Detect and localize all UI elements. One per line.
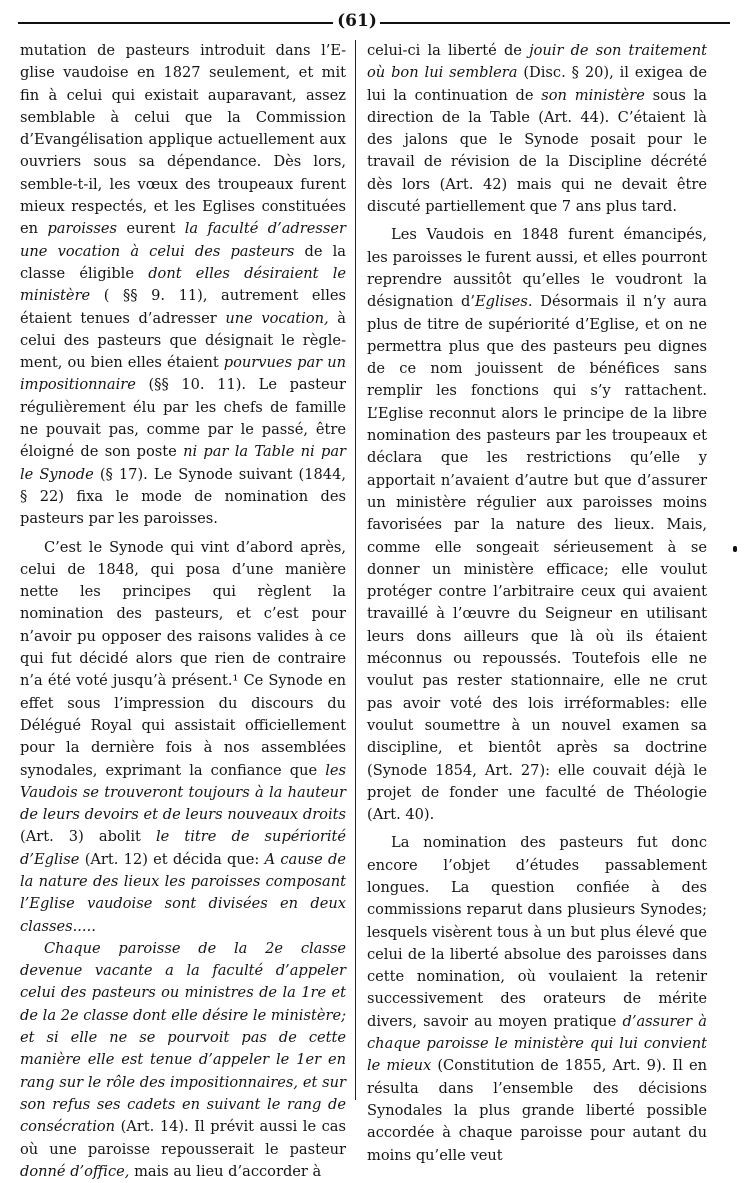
italic-run: A cause de la nature des lieux les paroisses composant l’Eglise vaudoise sont divisées en deux classes..... [20, 850, 346, 935]
text-run: (Art. 14). Il prévit aussi le cas où une paroisse repousserait le pasteur [20, 1118, 346, 1158]
text-run: ( §§ 9. 11), autrement elles étaient tenues d’adresser [20, 287, 346, 327]
text-run: à celui des pasteurs que désignait le règlement, ou bien elles étaient [20, 309, 347, 372]
header-rule-left [18, 22, 333, 24]
text-run: Désormais il n’y aura plus de titre de supériorité d’Eglise, et on ne permettra plus que des pasteurs peu dignes de ce nom jouissent de bénéfices sans remplir les fonctions qui s’y rattachent. L’Eglise reconnut alors le principe de la libre nomination des pasteurs par les troupeaux et déclara que les restrictions qu’elle y apportait n’avaient d’autre but que d’assurer un ministère régulier aux paroisses moins favorisées par la nature des lieux. Mais, comme elle songeait sérieusement à se donner un ministère efficace; elle voulut protéger contre l’arbitraire ceux qui avaient travaillé à l’œuvre du Seigneur en utilisant leurs dons ailleurs que là où ils étaient méconnus ou repoussés. Toutefois elle ne voulut pas rester stationnaire, elle ne crut pas avoir voté des lois irréformables: elle voulut soumettre à un nouvel examen sa discipline, et bientôt après sa doctrine (Synode 1854, Art. 27): elle couvait déjà le projet de fonder une faculté de Théologie (Art. 40). [367, 293, 707, 824]
text-run: (Disc. § 20), il exigea de lui la continuation de [367, 64, 707, 104]
italic-run: ni par la Table ni par le Synode [20, 443, 346, 483]
italic-run: le titre de supériorité d’Eglise [20, 828, 347, 868]
ink-speck [733, 546, 737, 552]
paragraph [367, 832, 707, 1166]
paragraph [20, 938, 346, 1183]
italic-run: son ministère [541, 86, 645, 104]
text-run: (Art. 12) et décida que: [79, 850, 265, 868]
paragraph [367, 224, 707, 826]
text-run: Les Vaudois en 1848 furent émancipés, les paroisses le furent aussi, et elles pourront reprendre aussitôt qu’elles le voudront la désignation d’ [367, 226, 707, 311]
paragraph [367, 40, 707, 218]
page-number: (61) [337, 11, 377, 31]
italic-run: d’assurer à chaque paroisse le ministère qui lui convient le mieux [367, 1012, 707, 1075]
text-run: (Art. 3) abolit [20, 828, 156, 846]
text-run: La nomination des pasteurs fut donc encore l’objet d’études passablement longues. La question confiée à des commissions reparut dans plusieurs Synodes; lesquels visèrent tous à un but plus élevé que celui de la liberté absolue des paroisses dans cette nomination, où voulaient la retenir successivement des orateurs de mérite divers, savoir au moyen pratique [367, 834, 707, 1030]
left-column [20, 40, 346, 1183]
text-run: (§ 17). Le Synode suivant (1844, § 22) fixa le mode de nomination des pasteurs par les paroisses. [20, 465, 346, 528]
text-run: celui-ci la liberté de [367, 42, 530, 59]
text-run: de la classe éligible [20, 242, 346, 282]
italic-run: une vocation, [225, 309, 329, 327]
italic-run: pourvues par un impositionnaire [20, 354, 346, 394]
italic-run: dont elles désiraient le ministère [20, 264, 346, 305]
text-run: sous la direction de la Table (Art. 44). C’étaient là des jalons que le Synode posait pour le travail de révision de la Discipline décrété dès lors (Art. 42) mais qui ne devait être discuté partiellement que 7 ans plus tard. [367, 86, 707, 216]
page-header [18, 10, 730, 34]
italic-run: les Vaudois se trouveront toujours à la hauteur de leurs devoirs et de leurs nouveaux droits [20, 761, 346, 824]
italic-run: donné d’office, [20, 1162, 130, 1180]
text-run: mutation de pasteurs introduit dans l’Eglise vaudoise en 1827 seulement, et mit fin à celui qui existait auparavant, assez semblable à celui que la Commission d’Evangélisation applique actuellement aux ouvriers sous sa dépendance. Dès lors, semble-t-il, les vœux des troupeaux furent mieux respectés, et les Eglises constituées en [20, 42, 346, 238]
right-column [367, 40, 707, 1167]
italic-run: Eglises. [474, 293, 533, 311]
header-rule-right [380, 22, 730, 24]
text-run: eurent [117, 220, 185, 238]
italic-run: paroisses [47, 220, 118, 238]
italic-run: Chaque paroisse de la 2e classe devenue vacante a la faculté d’appeler celui des pasteurs ou ministres de la 1re et de la 2e classe dont elle désire le ministère; et si elle ne se pourvoit pas de cette manière elle est tenue d’appeler le 1er en rang sur le rôle des impositionnaires, et sur son refus ses cadets en suivant le rang de consécration [20, 939, 346, 1136]
text-run: mais au lieu d’accorder à [129, 1162, 322, 1180]
paragraph [20, 40, 346, 531]
italic-run: jouir de son traitement où bon lui semblera [367, 42, 707, 82]
italic-run: la faculté d’adresser une vocation à celui des pasteurs [20, 220, 346, 260]
column-divider [355, 40, 356, 1100]
paragraph [20, 537, 346, 938]
text-run: C’est le Synode qui vint d’abord après, celui de 1848, qui posa d’une manière nette les principes qui règlent la nomination des pasteurs, et c’est pour n’avoir pu opposer des raisons valides à ce qui fut décidé alors que rien de contraire n’a été voté jusqu’à présent.¹ Ce Synode en effet sous l’impression du discours du Délégué Royal qui assistait officiellement pour la dernière fois à nos assemblées synodales, exprimant la confiance que [20, 538, 346, 779]
text-run: (Constitution de 1855, Art. 9). Il en résulta dans l’ensemble des décisions Synodales la plus grande liberté possible accordée à chaque paroisse pour autant du moins qu’elle veut [367, 1057, 707, 1164]
text-run: (§§ 10. 11). Le pasteur régulièrement élu par les chefs de famille ne pouvait pas, comme par le passé, être éloigné de son poste [20, 376, 346, 461]
